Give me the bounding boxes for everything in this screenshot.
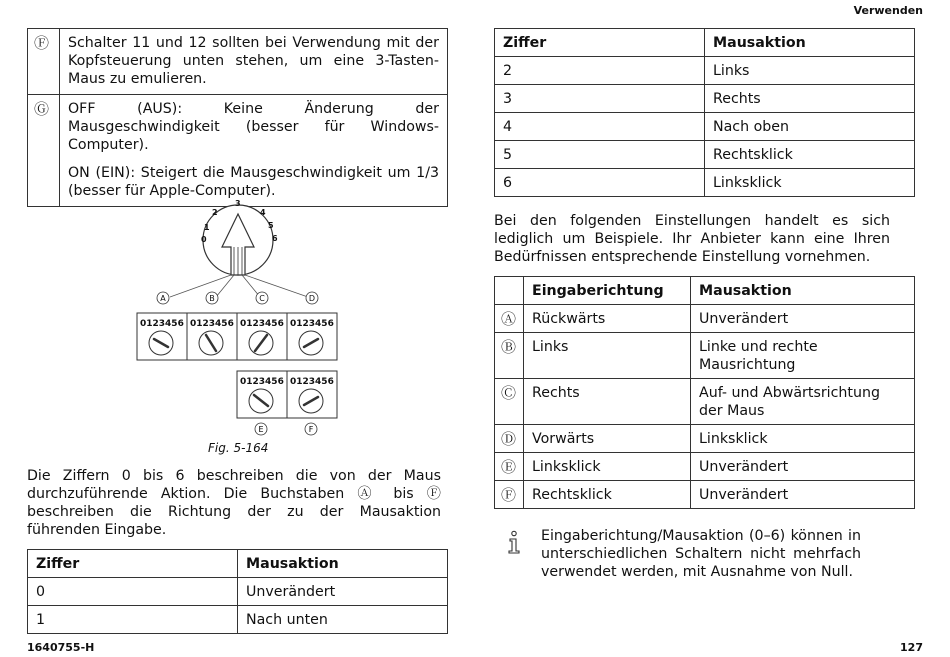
table-header-row: [28, 550, 448, 578]
table-row: [495, 57, 915, 85]
table-cell: Unverändert: [691, 453, 915, 481]
intro-paragraph: Die Ziffern 0 bis 6 beschreiben die von der Maus durchzuführende Aktion. Die Buchstaben Ⓐ bis Ⓕ beschreiben die Richtung der zu der Mausaktion führenden Eingabe.: [27, 468, 441, 538]
table-cell: 3: [495, 85, 705, 113]
table-row: [495, 305, 915, 333]
table-cell: Rechtsklick: [705, 141, 915, 169]
table-cell: Linksklick: [524, 453, 691, 481]
info-note: Eingaberichtung/Mausaktion (0–6) können in unterschiedlichen Schaltern nicht mehrfach verwendet werden, mit Ausnahme von Null.: [541, 528, 861, 580]
table-row: [495, 425, 915, 453]
note-text: OFF (AUS): Keine Änderung der Mausgeschwindigkeit (besser für Windows-Computer).: [68, 101, 439, 153]
bottom-letters: [247, 419, 327, 439]
switch-letter: E: [258, 425, 264, 434]
table-row: [495, 85, 915, 113]
switch-letter: C: [259, 294, 265, 303]
dial-number: 2: [212, 208, 218, 217]
table-header-row: [495, 29, 915, 57]
note-key: Ⓖ: [28, 95, 60, 207]
column-header: Mausaktion: [705, 29, 915, 57]
table-row: [28, 606, 448, 634]
digit-table-right: [494, 28, 915, 197]
info-icon: [506, 530, 522, 556]
table-cell: 5: [495, 141, 705, 169]
dial-number: 0: [201, 235, 207, 244]
table-cell: Links: [524, 333, 691, 379]
note-row-g: [28, 95, 448, 207]
dial-number: 6: [272, 234, 278, 243]
table-cell: 6: [495, 169, 705, 197]
notes-table: [27, 28, 448, 207]
table-cell: Auf- und Abwärtsrichtung der Maus: [691, 379, 915, 425]
table-cell: Unverändert: [238, 578, 448, 606]
column-header: Mausaktion: [691, 277, 915, 305]
settings-table: [494, 276, 915, 509]
page-header-section: Verwenden: [853, 4, 923, 17]
table-cell: Linksklick: [691, 425, 915, 453]
switch-scale: 0123456: [240, 377, 284, 387]
switch-scale: 0123456: [240, 319, 284, 329]
table-cell: Rechtsklick: [524, 481, 691, 509]
example-paragraph: Bei den folgenden Einstellungen handelt es sich lediglich um Beispiele. Ihr Anbieter kann eine Ihren Bedürfnissen entsprechende Einstellung vornehmen.: [494, 213, 890, 265]
table-cell: 1: [28, 606, 238, 634]
table-row: [495, 379, 915, 425]
footer-doc-number: 1640755-H: [27, 641, 95, 654]
column-header-empty: [495, 277, 524, 305]
switch-scale: 0123456: [290, 319, 334, 329]
table-cell: Unverändert: [691, 481, 915, 509]
column-header: Ziffer: [28, 550, 238, 578]
table-row: [495, 141, 915, 169]
table-cell: 4: [495, 113, 705, 141]
table-cell: Unverändert: [691, 305, 915, 333]
switch-letter: B: [209, 294, 215, 303]
note-row-f: [28, 29, 448, 95]
table-cell: Rückwärts: [524, 305, 691, 333]
switch-scale: 0123456: [290, 377, 334, 387]
row-key: Ⓔ: [495, 453, 524, 481]
table-row: [495, 481, 915, 509]
switch-letter: F: [308, 425, 314, 434]
row-key: Ⓒ: [495, 379, 524, 425]
table-cell: Links: [705, 57, 915, 85]
switch-scale: 0123456: [140, 319, 184, 329]
switch-letter: A: [160, 294, 166, 303]
table-row: [495, 333, 915, 379]
row-key: Ⓕ: [495, 481, 524, 509]
dial-number: 4: [260, 208, 266, 217]
table-cell: 2: [495, 57, 705, 85]
switch-scale: 0123456: [190, 319, 234, 329]
note-text: Schalter 11 und 12 sollten bei Verwendung mit der Kopfsteuerung unten stehen, um eine 3-Tasten-Maus zu emulieren.: [68, 35, 439, 87]
switch-letter: D: [308, 294, 316, 303]
table-cell: Nach oben: [705, 113, 915, 141]
dial-number: 3: [235, 199, 241, 208]
table-row: [495, 113, 915, 141]
footer-page-number: 127: [900, 641, 923, 654]
table-cell: Vorwärts: [524, 425, 691, 453]
column-header: Eingaberichtung: [524, 277, 691, 305]
table-row: [495, 453, 915, 481]
table-cell: Nach unten: [238, 606, 448, 634]
row-key: Ⓑ: [495, 333, 524, 379]
column-header: Ziffer: [495, 29, 705, 57]
row-key: Ⓓ: [495, 425, 524, 453]
table-cell: 0: [28, 578, 238, 606]
table-cell: Rechts: [524, 379, 691, 425]
note-text: ON (EIN): Steigert die Mausgeschwindigkeit um 1/3 (besser für Apple-Computer).: [68, 165, 439, 199]
digit-table-left: [27, 549, 448, 634]
dial-number: 1: [204, 223, 210, 232]
switch-diagram: [134, 195, 344, 430]
column-header: Mausaktion: [238, 550, 448, 578]
note-key: Ⓕ: [28, 29, 60, 95]
dial-number: 5: [268, 221, 274, 230]
figure-caption: Fig. 5-164: [208, 441, 269, 455]
table-cell: Linksklick: [705, 169, 915, 197]
table-header-row: [495, 277, 915, 305]
table-row: [495, 169, 915, 197]
table-cell: Linke und rechte Mausrichtung: [691, 333, 915, 379]
table-row: [28, 578, 448, 606]
row-key: Ⓐ: [495, 305, 524, 333]
table-cell: Rechts: [705, 85, 915, 113]
